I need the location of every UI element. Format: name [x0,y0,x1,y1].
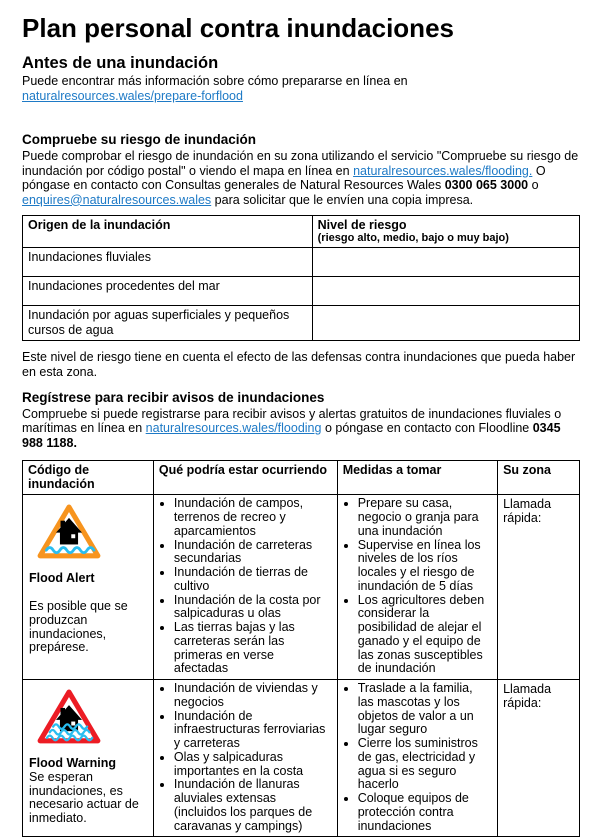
page-title: Plan personal contra inundaciones [22,13,454,43]
list-item: • Las tierras bajas y las carreteras serán las primeras en verse afectadas [174,621,331,676]
flood-warning-actions-cell [337,680,497,837]
risk-level-blank-cell [312,306,579,341]
register-paragraph [22,407,580,451]
list-item: • Cierre los suministros de gas, electricidad y agua si es seguro hacerlo [358,737,491,792]
flood-warning-icon [35,687,103,747]
prepare-forflood-link[interactable]: naturalresources.wales/prepare-forflood [22,88,243,103]
flood-alert-code-cell [23,495,154,680]
check-risk-text-1: Puede comprobar el riesgo de inundación en su zona utilizando el servicio "Compruebe su riesgo de inundación por código postal" o viendo el mapa en línea en [22,149,579,178]
table-row [23,248,580,277]
flood-alert-happening-list [159,497,331,676]
risk-level-table [22,215,580,341]
risk-level-blank-cell [312,248,579,277]
list-item: • Inundación de la costa por salpicaduras u olas [174,594,331,622]
flood-alert-icon [35,502,103,562]
list-item: • Inundación de llanuras aluviales extensas (incluidos los parques de caravanas y campings) [174,778,331,833]
risk-table-header-row [23,216,580,248]
flood-alert-row [23,495,580,680]
risk-table-header-level-sub: (riesgo alto, medio, bajo o muy bajo) [317,231,509,244]
enquiries-email-link[interactable]: enquires@naturalresources.wales [22,192,212,207]
list-item: • Inundación de tierras de cultivo [174,566,331,594]
check-risk-text-2: O póngase en contacto con Consultas generales de Natural Resources Wales [22,163,546,193]
check-risk-text-3: o [528,178,539,193]
list-item: • Los agricultores deben considerar la posibilidad de alejar el ganado y el equipo de las zonas susceptibles de inundación [358,594,491,677]
table-row [23,277,580,306]
flood-warning-your-area-cell: Llamada rápida: [498,680,580,837]
table-row [23,306,580,341]
flood-warning-row [23,680,580,837]
flood-codes-header-row [23,461,580,495]
risk-table-header-source: Origen de la inundación [23,216,313,248]
header-your-area: Su zona [498,461,580,495]
flood-warning-title: Flood Warning [29,756,117,771]
floodline-phone: 0345 988 1188. [22,421,561,450]
before-flood-heading: Antes de una inundación [22,54,219,73]
list-item: • Coloque equipos de protección contra inundaciones [358,792,491,833]
list-item: • Inundación de viviendas y negocios [174,682,331,710]
flood-warning-happening-list [159,682,331,833]
risk-table-header-level [312,216,579,248]
header-actions: Medidas a tomar [337,461,497,495]
general-enquiries-phone: 0300 065 3000 [444,178,529,193]
check-risk-heading: Compruebe su riesgo de inundación [22,132,257,148]
before-flood-text: Puede encontrar más información sobre cómo prepararse en línea en [22,74,408,89]
register-text-1: Compruebe si puede registrarse para recibir avisos y alertas gratuitos de inundaciones fluviales o marítimas en línea en [22,406,562,436]
header-what-happening: Qué podría estar ocurriendo [153,461,337,495]
check-risk-text-4: para solicitar que le envíen una copia impresa. [211,192,474,207]
header-flood-code: Código de inundación [23,461,154,495]
list-item: • Inundación de carreteras secundarias [174,539,331,567]
before-flood-paragraph [22,74,580,103]
flood-alert-title: Flood Alert [29,571,95,586]
list-item: • Olas y salpicaduras importantes en la costa [174,751,331,779]
flood-alert-description: Es posible que se produzcan inundaciones, prepárese. [29,599,128,655]
register-text-2: o póngase en contacto con Floodline [321,421,533,436]
flood-warning-happening-cell [153,680,337,837]
flood-alert-your-area-cell: Llamada rápida: [498,495,580,680]
flooding-map-link[interactable]: naturalresources.wales/flooding. [353,163,533,178]
flood-source-cell: Inundación por aguas superficiales y pequeños cursos de agua [23,306,313,341]
register-heading: Regístrese para recibir avisos de inundaciones [22,390,325,406]
flood-warning-actions-list [343,682,491,833]
flood-warning-description: Se esperan inundaciones, es necesario actuar de inmediato. [29,769,139,826]
flood-source-cell: Inundaciones fluviales [23,248,313,277]
flood-source-cell: Inundaciones procedentes del mar [23,277,313,306]
list-item: • Supervise en línea los niveles de los ríos locales y el riesgo de inundación de 5 días [358,539,491,594]
risk-table-header-level-title: Nivel de riesgo [317,218,407,233]
flood-warning-code-cell [23,680,154,837]
flood-alert-happening-cell [153,495,337,680]
list-item: • Inundación de infraestructuras ferroviarias y carreteras [174,710,331,751]
list-item: • Traslade a la familia, las mascotas y los objetos de valor a un lugar seguro [358,682,491,737]
flood-alert-actions-list [343,497,491,676]
flooding-register-link[interactable]: naturalresources.wales/flooding [145,421,322,436]
check-risk-paragraph [22,149,580,207]
flood-codes-table [22,460,580,837]
risk-note-paragraph: Este nivel de riesgo tiene en cuenta el efecto de las defensas contra inundaciones que pueda haber en esta zona. [22,350,576,379]
risk-level-blank-cell [312,277,579,306]
flood-alert-actions-cell [337,495,497,680]
list-item: • Prepare su casa, negocio o granja para una inundación [358,497,491,538]
list-item: • Inundación de campos, terrenos de recreo y aparcamientos [174,497,331,538]
